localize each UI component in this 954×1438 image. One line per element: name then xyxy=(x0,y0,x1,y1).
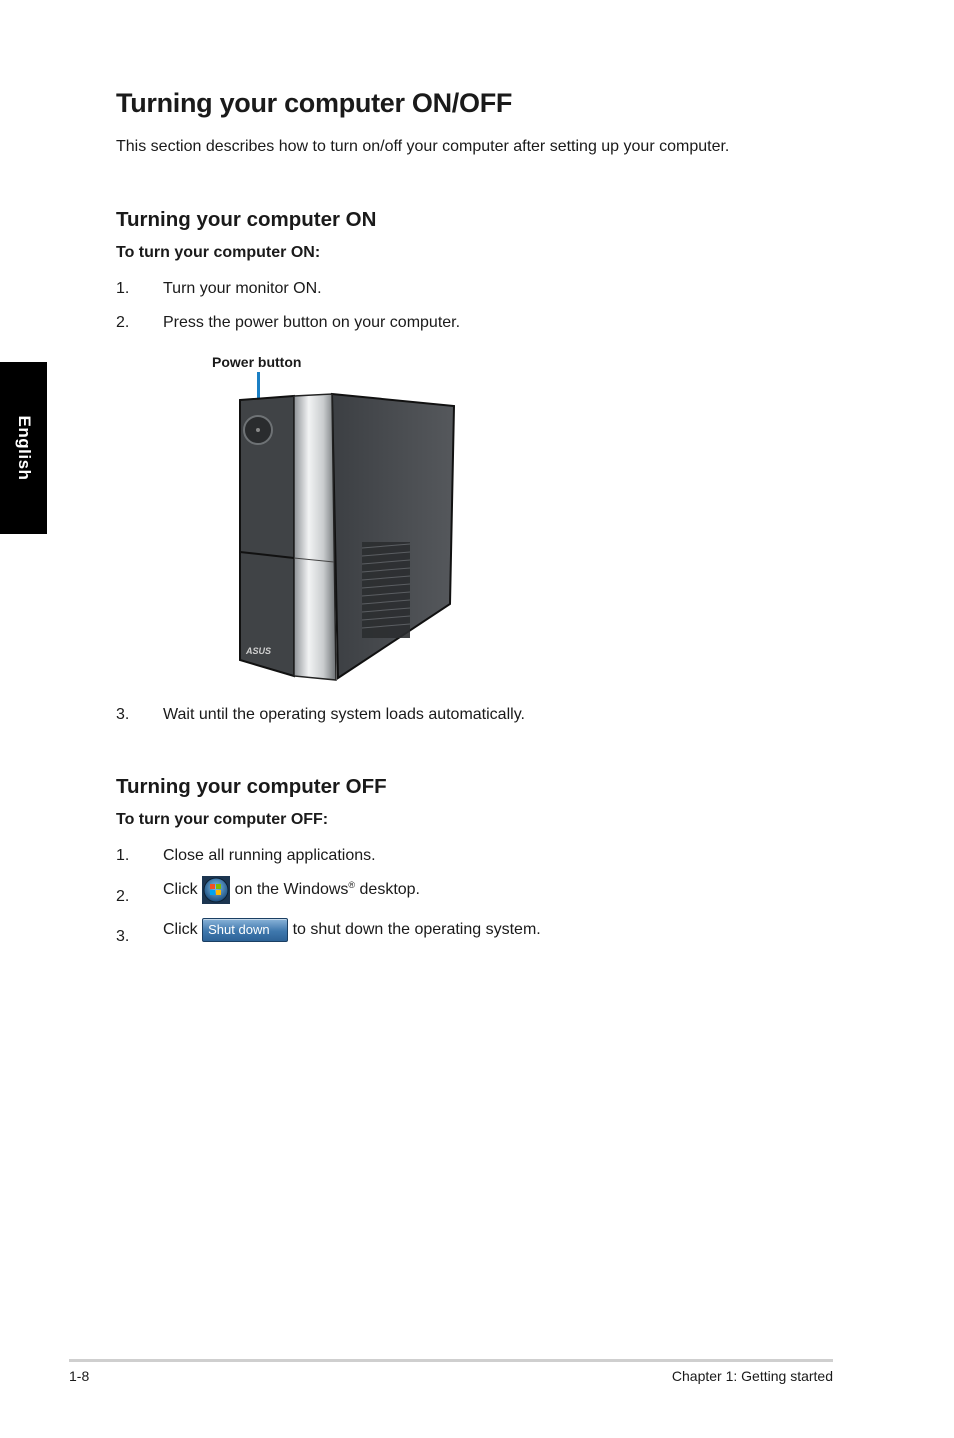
step-text-part: desktop. xyxy=(359,881,420,898)
step-text: Turn your monitor ON. xyxy=(163,280,322,297)
step-number: 2. xyxy=(116,888,130,905)
shut-down-button xyxy=(202,918,288,942)
section-on-subheading: To turn your computer ON: xyxy=(116,244,321,261)
page-number: 1-8 xyxy=(69,1368,90,1384)
step-text: Wait until the operating system loads automatically. xyxy=(163,706,525,723)
click-word: Click xyxy=(163,921,198,938)
chapter-title: Chapter 1: Getting started xyxy=(671,1368,833,1384)
step-text: Close all running applications. xyxy=(163,847,376,864)
step-number: 1. xyxy=(116,847,130,864)
shut-down-label: Shut down xyxy=(208,922,270,937)
footer-rule xyxy=(69,1359,833,1362)
step-text: Press the power button on your computer. xyxy=(163,314,461,331)
power-button-callout: Power button xyxy=(212,354,302,370)
step-number: 3. xyxy=(116,706,130,723)
intro-text: This section describes how to turn on/off your computer after setting up your computer. xyxy=(116,138,730,155)
section-on-heading: Turning your computer ON xyxy=(116,208,377,231)
click-word: Click xyxy=(163,881,198,898)
section-off-heading: Turning your computer OFF xyxy=(116,775,387,798)
step-number: 1. xyxy=(116,280,130,297)
language-label: English xyxy=(14,415,34,481)
step-text xyxy=(163,876,420,904)
language-side-tab xyxy=(0,362,47,534)
asus-logo: ASUS xyxy=(246,646,272,656)
section-off-subheading: To turn your computer OFF: xyxy=(116,811,329,828)
step-text xyxy=(163,918,541,942)
desktop-computer-illustration xyxy=(236,392,460,684)
registered-mark: ® xyxy=(348,879,356,890)
step-number: 2. xyxy=(116,314,130,331)
windows-start-orb-icon xyxy=(202,876,230,904)
step-text-part: to shut down the operating system. xyxy=(292,921,541,938)
page-title: Turning your computer ON/OFF xyxy=(116,88,513,118)
step-number: 3. xyxy=(116,928,130,945)
step-text-part: on the Windows xyxy=(234,881,349,898)
